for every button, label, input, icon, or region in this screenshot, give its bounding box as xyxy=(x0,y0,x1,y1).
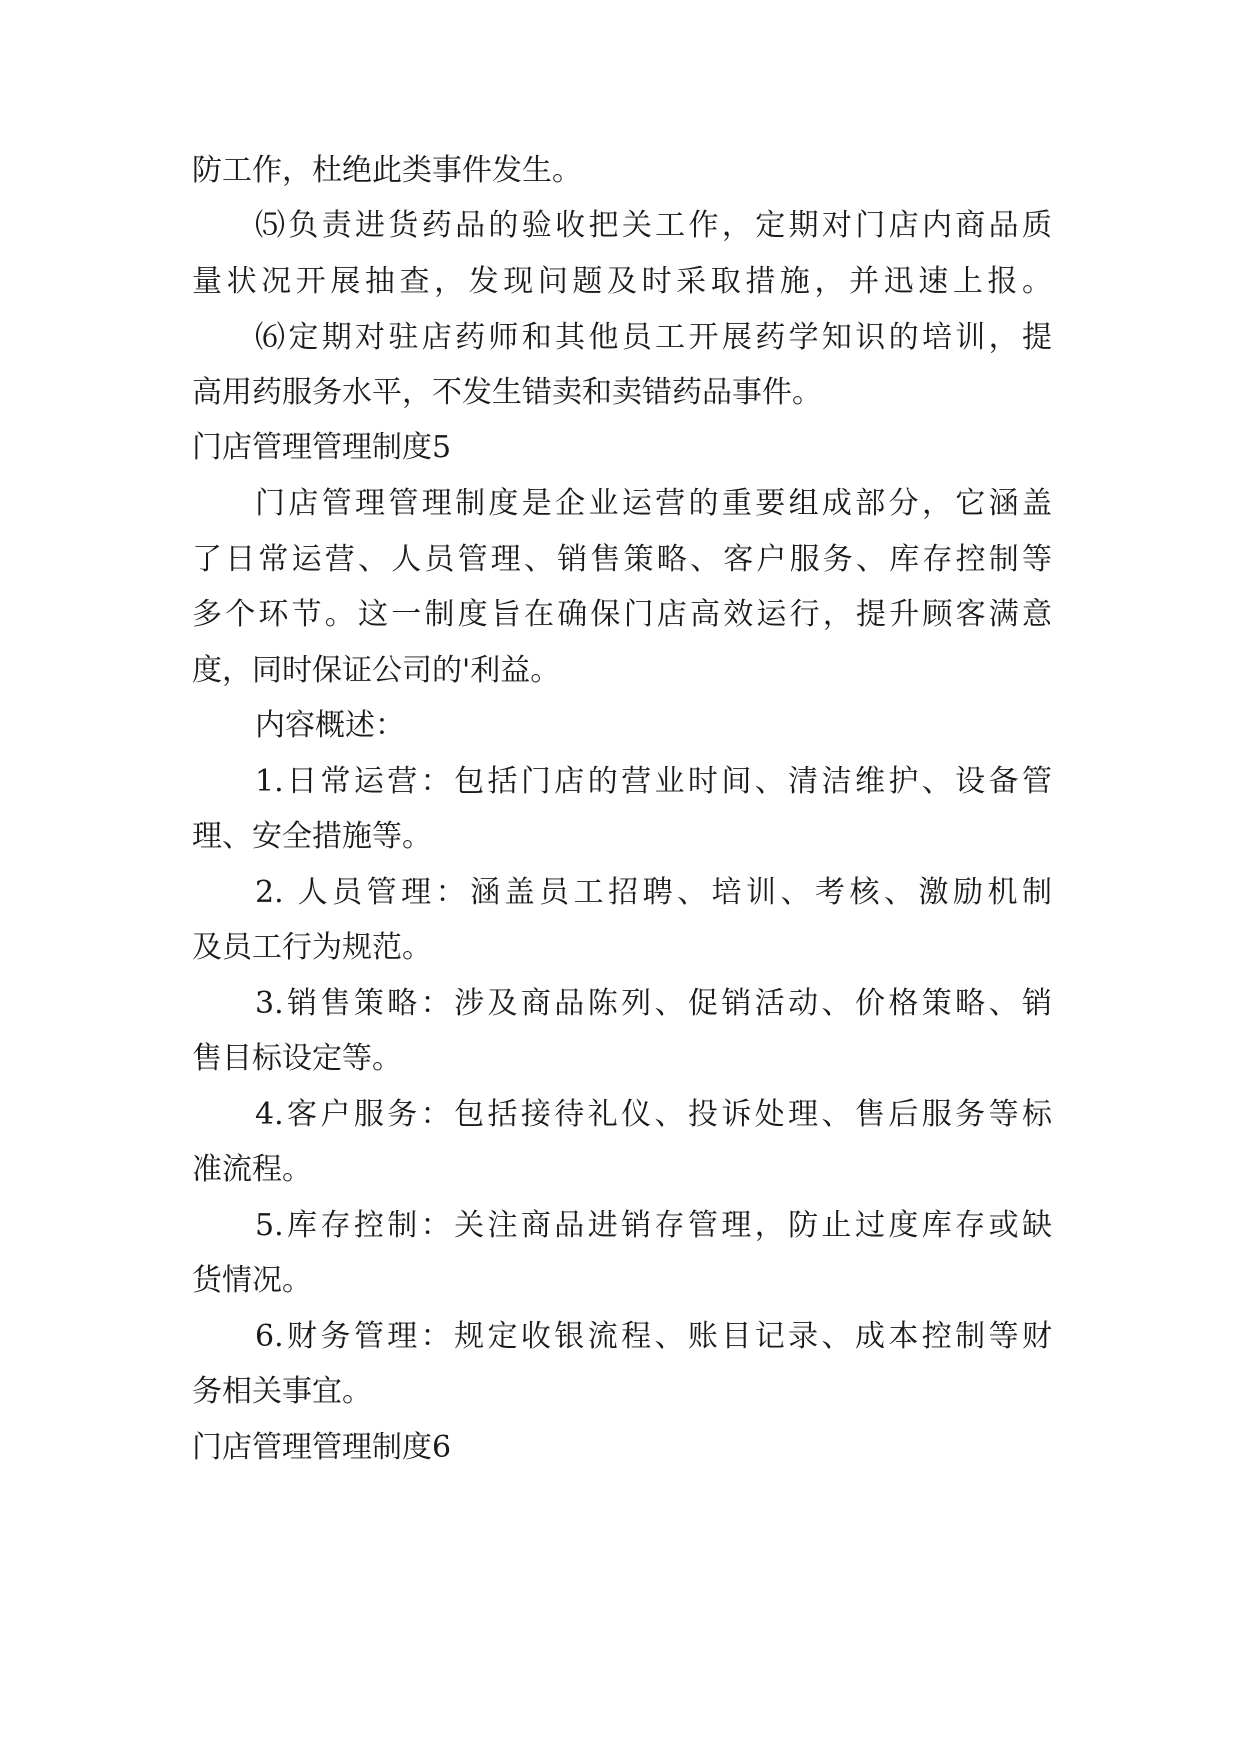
list-item-line: 货情况。 xyxy=(192,1263,312,1298)
section-heading: 门店管理管理制度5 xyxy=(192,430,452,465)
list-item-line: 1.日常运营：包括门店的营业时间、清洁维护、设备管 xyxy=(255,764,1052,799)
list-item-line: 5.库存控制：关注商品进销存管理，防止过度库存或缺 xyxy=(255,1208,1052,1243)
list-item-line: 4.客户服务：包括接待礼仪、投诉处理、售后服务等标 xyxy=(255,1097,1052,1132)
paragraph-line: 量状况开展抽查，发现问题及时采取措施，并迅速上报。 xyxy=(192,264,1052,299)
paragraph-line: 高用药服务水平，不发生错卖和卖错药品事件。 xyxy=(192,375,822,410)
list-item-line: 售目标设定等。 xyxy=(192,1041,402,1076)
list-item-line: 理、安全措施等。 xyxy=(192,819,432,854)
paragraph-line: 门店管理管理制度是企业运营的重要组成部分，它涵盖 xyxy=(255,486,1052,521)
list-item-line: 准流程。 xyxy=(192,1152,312,1187)
list-item-line: 3.销售策略：涉及商品陈列、促销活动、价格策略、销 xyxy=(255,986,1052,1021)
paragraph-line: 多个环节。这一制度旨在确保门店高效运行，提升顾客满意 xyxy=(192,597,1052,632)
paragraph-line: 了日常运营、人员管理、销售策略、客户服务、库存控制等 xyxy=(192,542,1052,577)
paragraph-line: 度，同时保证公司的'利益。 xyxy=(192,653,561,688)
paragraph-line: ⑸负责进货药品的验收把关工作，定期对门店内商品质 xyxy=(255,208,1052,243)
subheading: 内容概述： xyxy=(255,708,405,743)
list-item-line: 及员工行为规范。 xyxy=(192,930,432,965)
list-item-line: 2. 人员管理：涵盖员工招聘、培训、考核、激励机制 xyxy=(255,875,1052,910)
list-item-line: 6.财务管理：规定收银流程、账目记录、成本控制等财 xyxy=(255,1319,1052,1354)
paragraph-line: ⑹定期对驻店药师和其他员工开展药学知识的培训，提 xyxy=(255,320,1052,355)
paragraph-line: 防工作，杜绝此类事件发生。 xyxy=(192,153,582,188)
section-heading: 门店管理管理制度6 xyxy=(192,1430,452,1465)
list-item-line: 务相关事宜。 xyxy=(192,1374,372,1409)
